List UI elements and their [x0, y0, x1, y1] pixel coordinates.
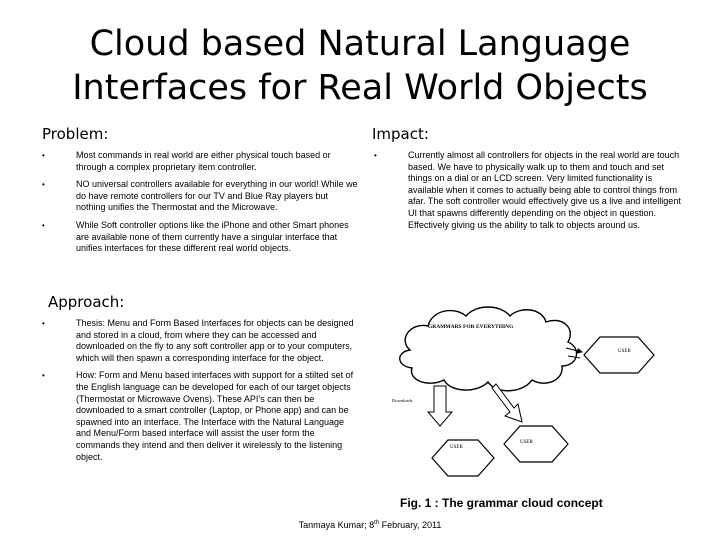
bullet-icon: • — [42, 180, 45, 190]
footer-sup: th — [374, 520, 380, 526]
download-arrow-left — [428, 386, 452, 426]
user-hexagon-bottom-right — [504, 426, 568, 462]
bullet-text: While Soft controller options like the iPhone and other Smart phones are available none of them currently have a singular interface that unifies interfaces for these different real world objects. — [76, 219, 349, 254]
bullet-icon: • — [42, 220, 45, 230]
cloud-shape — [400, 307, 577, 391]
list-item — [40, 318, 358, 364]
user-label: USER — [450, 445, 463, 450]
bullet-icon: • — [42, 371, 45, 381]
cloud-label: GRAMMARS FOR EVERYTHING — [428, 324, 514, 330]
user-hexagon-right — [584, 337, 654, 373]
list-item — [40, 220, 358, 255]
grammar-cloud-diagram — [380, 300, 700, 490]
title-line-1: Cloud based Natural Language — [89, 24, 631, 64]
footer-credit — [260, 520, 480, 530]
bullet-text: NO universal controllers available for everything in our world! While we do have remote controllers for our TV and Blue Ray players but nothing unifies the Thermostat and the Microwave. — [76, 179, 358, 213]
user-label: USER — [618, 349, 631, 354]
user-label: USER — [520, 440, 533, 445]
slide-title — [0, 22, 720, 110]
list-item — [372, 150, 684, 231]
list-item — [40, 370, 358, 463]
list-item — [40, 150, 358, 173]
impact-list — [372, 150, 684, 237]
user-hexagon-left — [432, 440, 494, 476]
bullet-text: Thesis: Menu and Form Based Interfaces for objects can be designed and stored in a cloud, from where they can be accessed and downloaded on the fly to any soft controller app or to your computers, which will then spawn a corresponding interface for the object. — [76, 318, 354, 363]
approach-heading: Approach: — [48, 293, 125, 311]
footer-date: February, 2011 — [379, 520, 442, 530]
list-item — [40, 179, 358, 214]
bullet-icon: • — [374, 151, 377, 160]
bullet-icon: • — [42, 319, 45, 328]
title-line-2: Interfaces for Real World Objects — [72, 68, 648, 108]
footer-author: Tanmaya Kumar; 8 — [298, 520, 375, 530]
download-label: Downloads — [392, 398, 413, 403]
figure-caption: Fig. 1 : The grammar cloud concept — [400, 496, 603, 510]
problem-list — [40, 150, 358, 261]
bullet-text: Most commands in real world are either physical touch based or through a complex proprietary item controller. — [76, 150, 331, 172]
impact-heading: Impact: — [372, 125, 429, 143]
approach-list — [40, 318, 358, 469]
bullet-icon: • — [42, 151, 45, 160]
bullet-text: How: Form and Menu based interfaces with support for a stilted set of the English language can be developed for each of our target objects (Thermostat or Microwave Ovens). These API’s can then be downloaded to a smart controller (Laptop, or Phone app) and can be spawned into an interface. The Interface with the Natural Language and Menu/Form based interface will assist the user form the commands they intend and then deliver it wirelessly to the listening object. — [76, 370, 354, 462]
bullet-text: Currently almost all controllers for objects in the real world are touch based. We have to physically walk up to them and touch and set things on a dial or an LCD screen. Very limited functionality is available when it comes to actually being able to control things from afar. The soft controller would effectively give us a live and intelligent UI that spawns differently depending on the object in question. Effectively giving us the ability to talk to objects around us. — [408, 150, 681, 230]
problem-heading: Problem: — [42, 125, 109, 143]
